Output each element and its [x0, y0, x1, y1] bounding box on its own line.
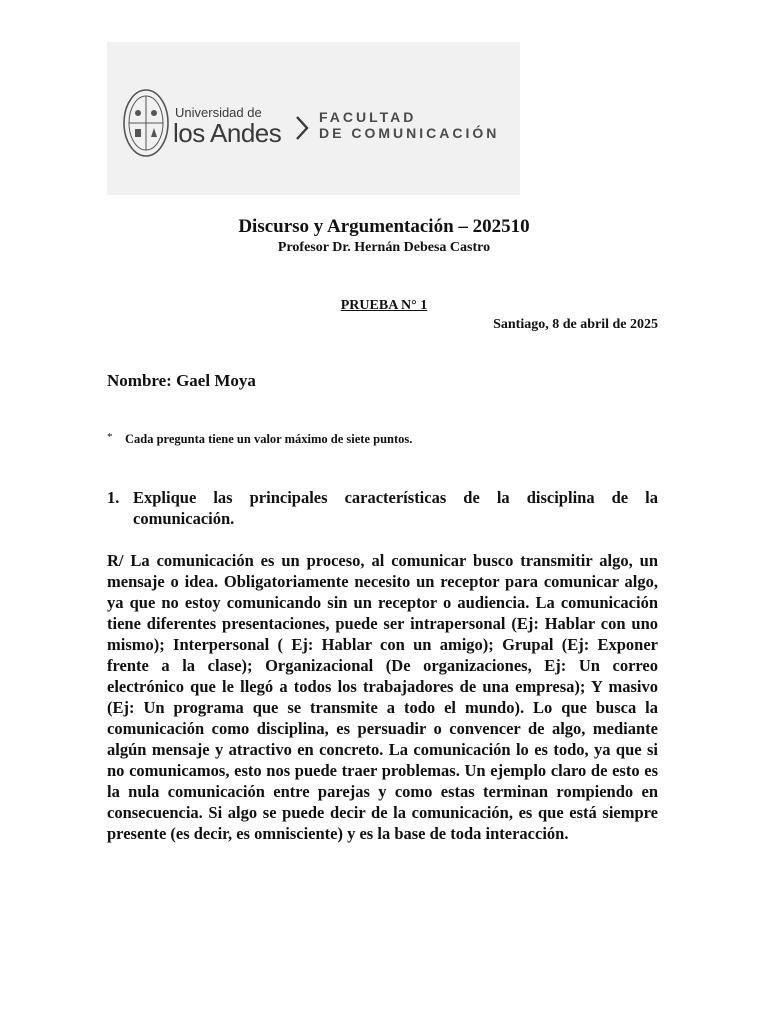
course-title: Discurso y Argumentación – 202510 — [238, 216, 530, 237]
answer-1: R/ La comunicación es un proceso, al comunicar busco transmitir algo, un mensaje o idea. Obligatoriamente necesito un receptor para comunicar algo, ya que no estoy comunicando sin un receptor o audiencia. La comunicación tiene diferentes presentaciones, puede ser intrapersonal (Ej: Hablar con uno mismo); Interpersonal ( Ej: Hablar con un amigo); Grupal (Ej: Exponer frente a la clase); Organizacional (De organizaciones, Ej: Un correo electrónico que le llegó a todos los trabajadores de una empresa); Y masivo (Ej: Un programa que se transmite a todo el mundo). Lo que busca la comunicación como disciplina, es persuadir o convencer de algo, mediante algún mensaje y atractivo en concreto. La comunicación lo es todo, ya que si no comunicamos, esto nos puede traer problemas. Un ejemplo claro de esto es la nula comunicación entre parejas y como estas terminan rompiendo en consecuencia. Si algo se puede decir de la comunicación, es que está siempre presente (es decir, es omnisciente) y es la base de toda interacción. — [107, 551, 658, 843]
faculty-name-line1: FACULTAD — [319, 109, 417, 125]
chevron-right-icon — [294, 114, 310, 142]
question-1 — [107, 487, 658, 529]
university-name-line1: Universidad de — [175, 105, 262, 120]
university-seal-icon — [122, 87, 170, 159]
grading-note: Cada pregunta tiene un valor máximo de siete puntos. — [125, 432, 413, 446]
professor-name: Profesor Dr. Hernán Debesa Castro — [277, 240, 491, 255]
question-number: 1. — [107, 488, 120, 507]
exam-date: Santiago, 8 de abril de 2025 — [493, 317, 658, 332]
faculty-name-line2: DE COMUNICACIÓN — [319, 125, 500, 141]
student-name: Nombre: Gael Moya — [107, 371, 256, 390]
question-text: Explique las principales características de la disciplina de la comunicación. — [133, 488, 658, 528]
university-name-line2: los Andes — [173, 118, 282, 148]
exam-title: PRUEBA N° 1 — [340, 298, 428, 313]
university-logo — [107, 42, 520, 195]
note-bullet: * — [107, 431, 113, 443]
